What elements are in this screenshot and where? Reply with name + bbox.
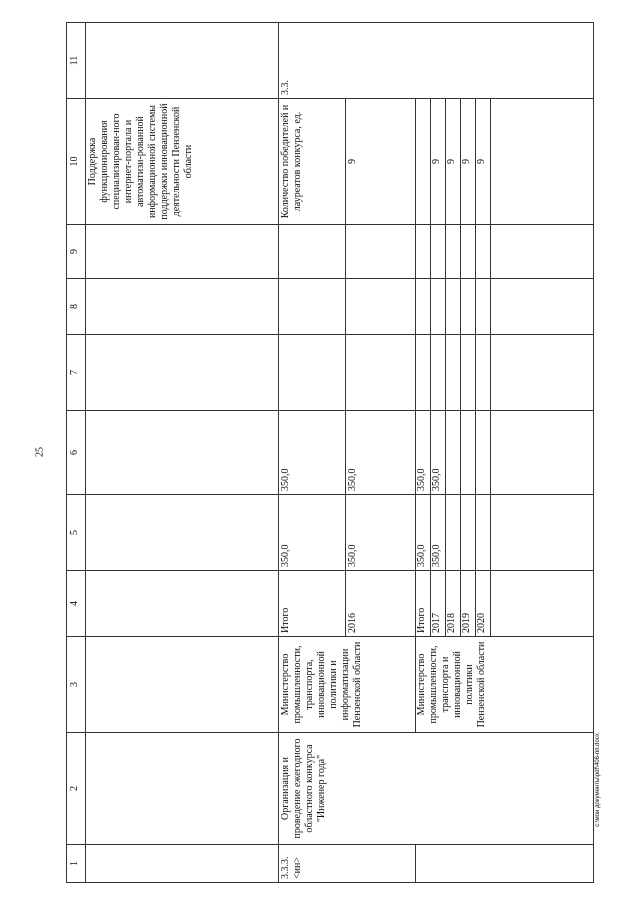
regional-amount [446,411,461,495]
col-header-11: 11 [67,23,86,99]
regional-amount [476,411,491,495]
year-2016: 2016 [346,571,416,637]
responsible-ministry: Министерство промышленности, транспорта, инновационной политики и информатизации Пензенской области [279,637,416,733]
rotated-table-sheet [66,23,580,883]
activity-code: 3.3.3. <ин> [279,845,416,883]
col-header-5: 5 [67,495,86,571]
col-header-7: 7 [67,335,86,411]
year-label: 2017 [431,571,446,637]
regional-amount-2016: 350,0 [346,411,416,495]
page-number: 25 [34,447,46,457]
col-header-8: 8 [67,279,86,335]
amount [446,495,461,571]
column-number-row [67,23,86,883]
footer-file-path: c:\мои документы\pdf\406-пп.docx [595,733,601,827]
year-label: 2019 [461,571,476,637]
amount-2016: 350,0 [346,495,416,571]
regional-amount: 350,0 [431,411,446,495]
support-indicator: Поддержка функционирования специализирован-ного интернет-портала и автоматизи-рованной информационной системы поддержки инновационной деятельности Пензенской области [86,99,279,225]
activity-title: Организация и проведение ежегодного областного конкурса "Инженер года" [279,733,594,845]
target: 9 [431,99,446,225]
table-row-contest [279,23,346,883]
regional-amount: 350,0 [416,411,431,495]
responsible-ministry-2: Министерство промышленности, транспорта и инновационной политики Пензенской области [416,637,594,733]
year-label: Итого [416,571,431,637]
col-header-1: 1 [67,845,86,883]
target: 9 [461,99,476,225]
winners-indicator: Количество победителей и лауреатов конкурса, ед. [279,99,346,225]
col-header-9: 9 [67,225,86,279]
program-activities-table [66,22,594,883]
year-label: 2018 [446,571,461,637]
task-reference: 3.3. [279,23,594,99]
target [416,99,431,225]
table-row-support [86,23,279,883]
total-regional-amount: 350,0 [279,411,346,495]
amount: 350,0 [416,495,431,571]
col-header-10: 10 [67,99,86,225]
target-2016: 9 [346,99,416,225]
amount: 350,0 [431,495,446,571]
target: 9 [446,99,461,225]
col-header-3: 3 [67,637,86,733]
col-header-2: 2 [67,733,86,845]
total-label: Итого [279,571,346,637]
col-header-6: 6 [67,411,86,495]
total-amount: 350,0 [279,495,346,571]
regional-amount [461,411,476,495]
amount [476,495,491,571]
year-label: 2020 [476,571,491,637]
target: 9 [476,99,491,225]
amount [461,495,476,571]
col-header-4: 4 [67,571,86,637]
